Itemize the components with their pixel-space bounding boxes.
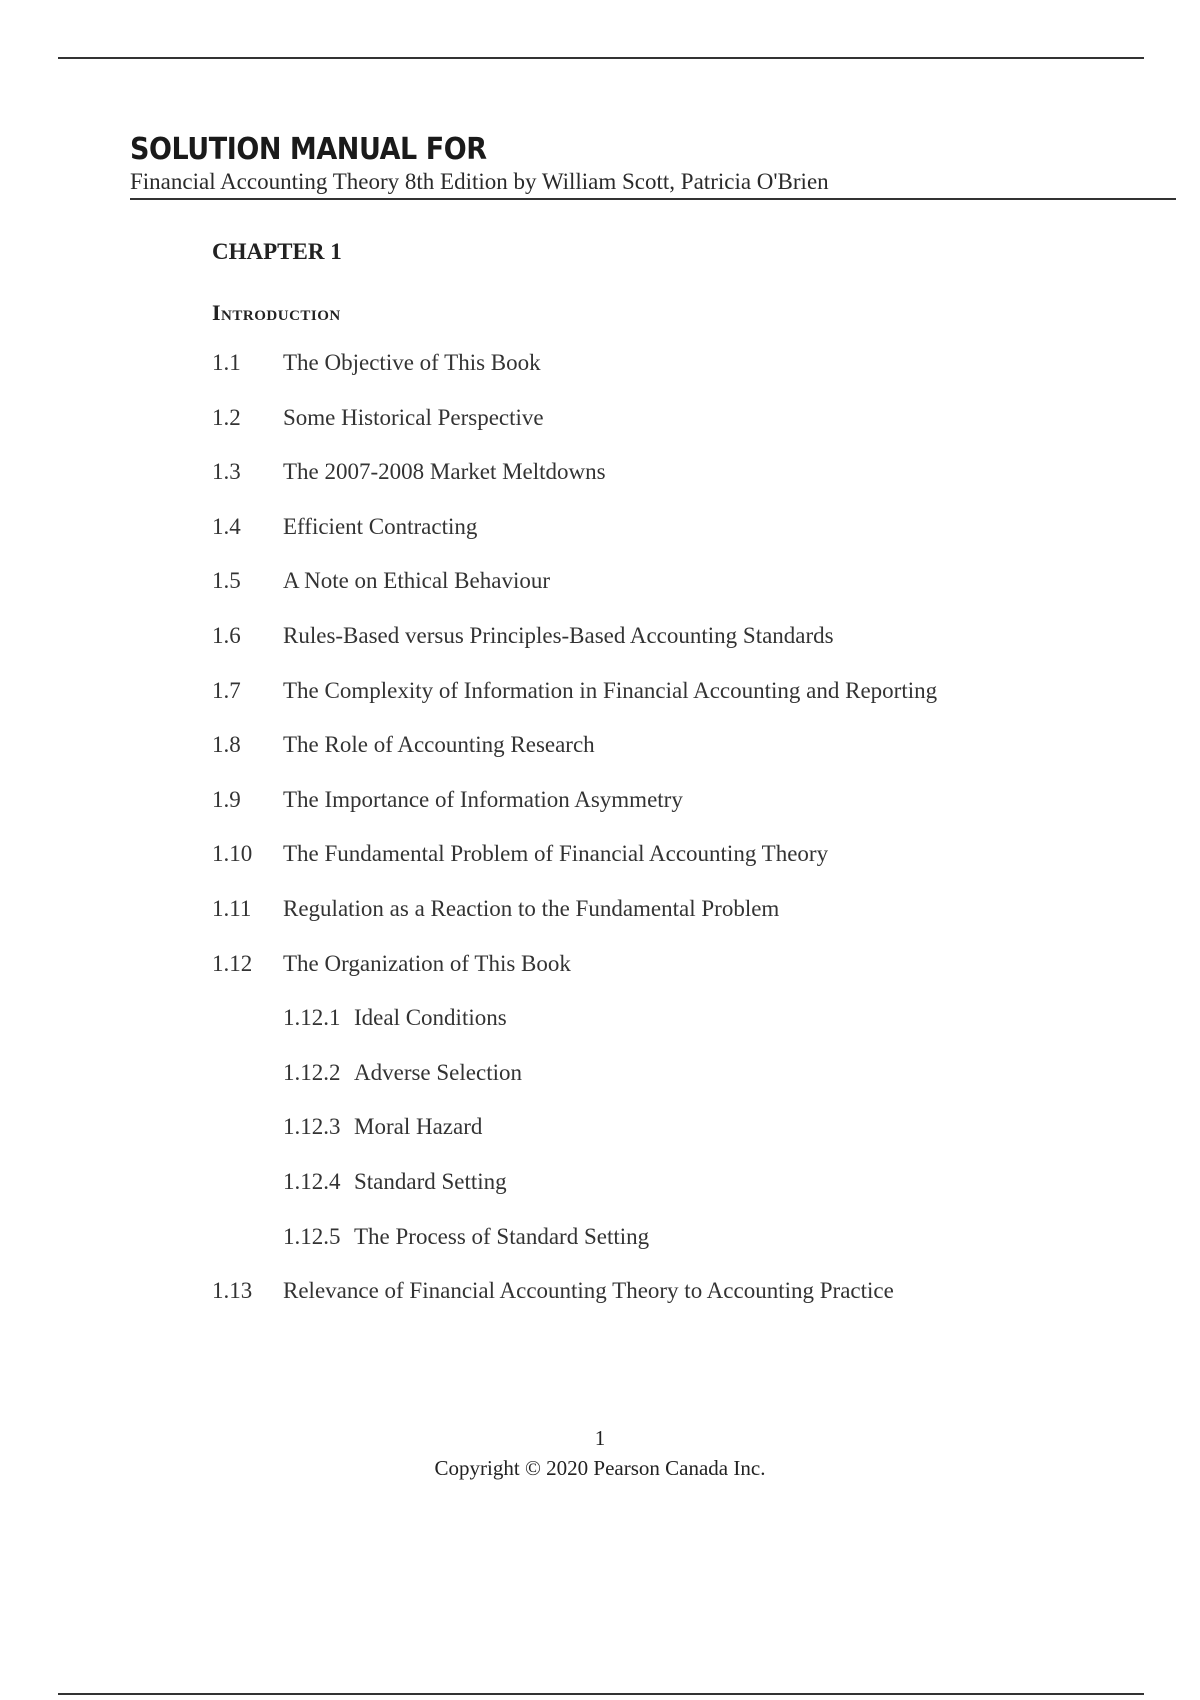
toc-item <box>212 839 1112 894</box>
manual-subtitle: Financial Accounting Theory 8th Edition by William Scott, Patricia O'Brien <box>130 169 829 194</box>
document-header <box>130 132 1176 200</box>
toc-title: The 2007-2008 Market Meltdowns <box>283 459 606 485</box>
toc-number: 1.13 <box>212 1278 253 1304</box>
toc-item <box>212 676 1112 731</box>
toc-title: Regulation as a Reaction to the Fundamental Problem <box>283 895 780 921</box>
toc-number: 1.9 <box>212 786 241 812</box>
bottom-rule <box>58 1693 1144 1695</box>
toc-number: 1.10 <box>212 841 253 867</box>
toc-item <box>212 894 1112 949</box>
toc-number: 1.11 <box>212 895 252 921</box>
toc-item <box>212 730 1112 785</box>
toc-title: The Fundamental Problem of Financial Accounting Theory <box>283 841 829 867</box>
toc-title: The Importance of Information Asymmetry <box>283 786 683 812</box>
toc-title: Rules-Based versus Principles-Based Accounting Standards <box>283 622 834 648</box>
section-heading: Introduction <box>212 300 341 325</box>
toc-number: 1.6 <box>212 622 241 648</box>
toc-item <box>212 512 1112 567</box>
toc-number: 1.5 <box>212 568 241 594</box>
toc-subitem <box>212 1112 1112 1167</box>
toc-title: A Note on Ethical Behaviour <box>283 568 550 594</box>
toc-number: 1.12.2 <box>283 1059 341 1085</box>
toc-title: The Role of Accounting Research <box>283 732 595 758</box>
toc-number: 1.12.4 <box>283 1168 341 1194</box>
toc-title: Some Historical Perspective <box>283 404 544 430</box>
toc-number: 1.4 <box>212 513 241 539</box>
toc-number: 1.3 <box>212 459 241 485</box>
toc-title: Relevance of Financial Accounting Theory to Accounting Practice <box>283 1278 894 1304</box>
table-of-contents <box>212 348 1112 1331</box>
toc-item <box>212 457 1112 512</box>
toc-number: 1.7 <box>212 677 241 703</box>
toc-number: 1.12.1 <box>283 1005 341 1031</box>
chapter-content <box>212 236 1112 1331</box>
toc-item <box>212 1276 1112 1331</box>
toc-number: 1.2 <box>212 404 241 430</box>
toc-number: 1.12.3 <box>283 1114 341 1140</box>
toc-item <box>212 348 1112 403</box>
toc-title: The Process of Standard Setting <box>354 1223 650 1249</box>
page-footer <box>0 1424 1200 1482</box>
toc-title: Moral Hazard <box>354 1114 483 1140</box>
toc-subitem <box>212 1003 1112 1058</box>
toc-title: Ideal Conditions <box>354 1005 507 1031</box>
page-number: 1 <box>594 1426 606 1450</box>
toc-item <box>212 621 1112 676</box>
toc-number: 1.12.5 <box>283 1223 341 1249</box>
toc-title: The Organization of This Book <box>283 950 571 976</box>
toc-title: Adverse Selection <box>354 1059 522 1085</box>
toc-item <box>212 949 1112 1004</box>
header-rule <box>130 198 1176 200</box>
toc-item <box>212 785 1112 840</box>
toc-item <box>212 566 1112 621</box>
toc-number: 1.1 <box>212 350 241 375</box>
toc-number: 1.8 <box>212 732 241 758</box>
toc-item <box>212 403 1112 458</box>
toc-title: The Complexity of Information in Financial Accounting and Reporting <box>283 677 938 703</box>
copyright-notice: Copyright © 2020 Pearson Canada Inc. <box>434 1456 766 1480</box>
toc-subitem <box>212 1167 1112 1222</box>
chapter-heading: CHAPTER 1 <box>212 239 342 264</box>
toc-title: The Objective of This Book <box>283 350 541 375</box>
top-rule <box>58 57 1144 59</box>
toc-number: 1.12 <box>212 950 253 976</box>
toc-title: Efficient Contracting <box>283 513 478 539</box>
manual-title: SOLUTION MANUAL FOR <box>130 132 487 167</box>
toc-title: Standard Setting <box>354 1168 507 1194</box>
toc-subitem <box>212 1222 1112 1277</box>
toc-subitem <box>212 1058 1112 1113</box>
